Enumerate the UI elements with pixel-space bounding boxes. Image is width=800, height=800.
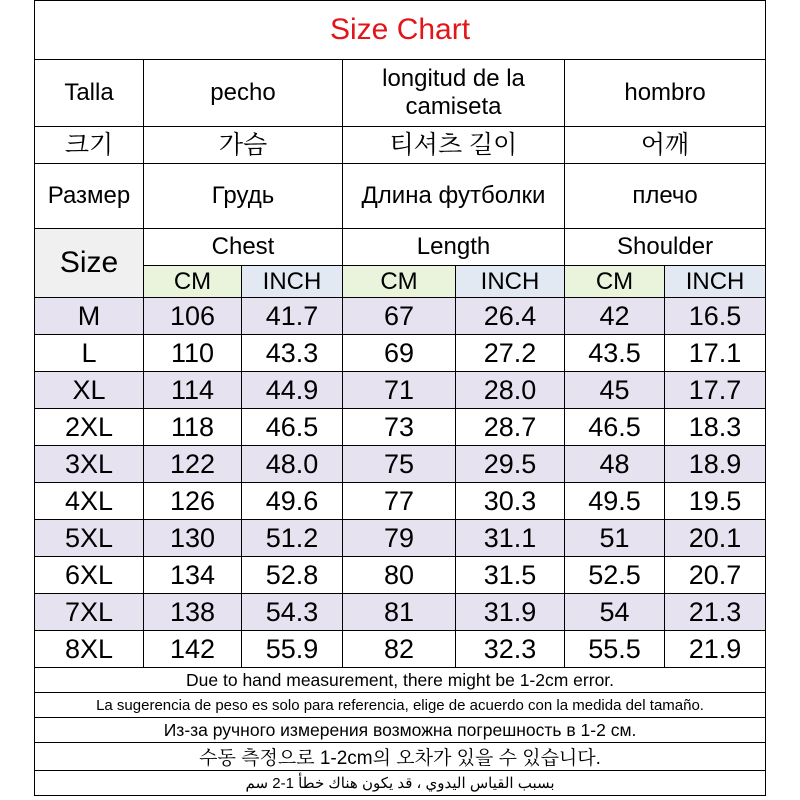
size-cell: 8XL bbox=[35, 631, 144, 668]
length-inch-cell: 28.0 bbox=[456, 372, 565, 409]
length-inch-cell: 30.3 bbox=[456, 483, 565, 520]
shoulder-cm-cell: 42 bbox=[565, 298, 665, 335]
size-chart-table bbox=[34, 0, 766, 796]
chest-inch-cell: 49.6 bbox=[242, 483, 343, 520]
table-row bbox=[35, 298, 766, 335]
shoulder-cm-cell: 52.5 bbox=[565, 557, 665, 594]
shoulder-inch-cell: 17.7 bbox=[665, 372, 766, 409]
shoulder-inch-cell: 19.5 bbox=[665, 483, 766, 520]
table-row bbox=[35, 631, 766, 668]
shoulder-cm-cell: 43.5 bbox=[565, 335, 665, 372]
shoulder-cm-cell: 45 bbox=[565, 372, 665, 409]
length-cm-cell: 82 bbox=[343, 631, 456, 668]
chest-cm-cell: 110 bbox=[144, 335, 242, 372]
chest-cm-cell: 142 bbox=[144, 631, 242, 668]
chest-cm-cell: 138 bbox=[144, 594, 242, 631]
size-cell: 2XL bbox=[35, 409, 144, 446]
note-text: Из-за ручного измерения возможна погрешность в 1-2 см. bbox=[35, 718, 766, 743]
size-cell: M bbox=[35, 298, 144, 335]
header-shoulder-ru: плечо bbox=[565, 164, 766, 229]
shoulder-inch-cell: 20.7 bbox=[665, 557, 766, 594]
length-cm-cell: 69 bbox=[343, 335, 456, 372]
group-header-row bbox=[35, 229, 766, 266]
size-cell: XL bbox=[35, 372, 144, 409]
chest-inch-cell: 46.5 bbox=[242, 409, 343, 446]
chest-cm-cell: 118 bbox=[144, 409, 242, 446]
chest-cm-cell: 130 bbox=[144, 520, 242, 557]
chart-title: Size Chart bbox=[35, 1, 766, 60]
shoulder-cm-cell: 48 bbox=[565, 446, 665, 483]
unit-header-row bbox=[35, 266, 766, 298]
size-cell: 7XL bbox=[35, 594, 144, 631]
chest-inch-cell: 43.3 bbox=[242, 335, 343, 372]
note-text: La sugerencia de peso es solo para referencia, elige de acuerdo con la medida del tamaño. bbox=[35, 693, 766, 718]
chest-inch-cell: 44.9 bbox=[242, 372, 343, 409]
length-inch-cell: 32.3 bbox=[456, 631, 565, 668]
table-row bbox=[35, 335, 766, 372]
length-inch-cell: 28.7 bbox=[456, 409, 565, 446]
unit-inch-chest: INCH bbox=[242, 266, 343, 298]
length-inch-cell: 27.2 bbox=[456, 335, 565, 372]
shoulder-inch-cell: 21.3 bbox=[665, 594, 766, 631]
unit-inch-length: INCH bbox=[456, 266, 565, 298]
length-inch-cell: 31.9 bbox=[456, 594, 565, 631]
length-inch-cell: 29.5 bbox=[456, 446, 565, 483]
size-cell: 3XL bbox=[35, 446, 144, 483]
header-size-ru: Размер bbox=[35, 164, 144, 229]
size-cell: 4XL bbox=[35, 483, 144, 520]
chest-cm-cell: 126 bbox=[144, 483, 242, 520]
header-chest-ru: Грудь bbox=[144, 164, 343, 229]
table-row bbox=[35, 372, 766, 409]
shoulder-inch-cell: 20.1 bbox=[665, 520, 766, 557]
note-text: بسبب القياس اليدوي ، قد يكون هناك خطأ 1-2 سم bbox=[35, 771, 766, 796]
size-column-header: Size bbox=[35, 229, 144, 298]
length-cm-cell: 73 bbox=[343, 409, 456, 446]
chest-cm-cell: 106 bbox=[144, 298, 242, 335]
shoulder-cm-cell: 51 bbox=[565, 520, 665, 557]
header-row-es bbox=[35, 60, 766, 127]
length-cm-cell: 80 bbox=[343, 557, 456, 594]
shoulder-cm-cell: 54 bbox=[565, 594, 665, 631]
length-inch-cell: 31.5 bbox=[456, 557, 565, 594]
header-chest-es: pecho bbox=[144, 60, 343, 127]
header-shoulder-ko: 어깨 bbox=[565, 127, 766, 164]
length-inch-cell: 26.4 bbox=[456, 298, 565, 335]
length-cm-cell: 79 bbox=[343, 520, 456, 557]
unit-cm-shoulder: CM bbox=[565, 266, 665, 298]
group-shoulder: Shoulder bbox=[565, 229, 766, 266]
table-row bbox=[35, 557, 766, 594]
table-row bbox=[35, 483, 766, 520]
chest-cm-cell: 114 bbox=[144, 372, 242, 409]
size-cell: L bbox=[35, 335, 144, 372]
note-text: Due to hand measurement, there might be 1-2cm error. bbox=[35, 668, 766, 693]
shoulder-inch-cell: 16.5 bbox=[665, 298, 766, 335]
header-row-ko bbox=[35, 127, 766, 164]
table-row bbox=[35, 446, 766, 483]
shoulder-cm-cell: 46.5 bbox=[565, 409, 665, 446]
shoulder-inch-cell: 18.9 bbox=[665, 446, 766, 483]
chest-cm-cell: 122 bbox=[144, 446, 242, 483]
length-inch-cell: 31.1 bbox=[456, 520, 565, 557]
chest-inch-cell: 55.9 bbox=[242, 631, 343, 668]
table-row bbox=[35, 520, 766, 557]
header-shoulder-es: hombro bbox=[565, 60, 766, 127]
size-cell: 5XL bbox=[35, 520, 144, 557]
note-row bbox=[35, 771, 766, 796]
length-cm-cell: 71 bbox=[343, 372, 456, 409]
header-length-es: longitud de la camiseta bbox=[343, 60, 565, 127]
header-row-ru bbox=[35, 164, 766, 229]
chest-cm-cell: 134 bbox=[144, 557, 242, 594]
chest-inch-cell: 54.3 bbox=[242, 594, 343, 631]
shoulder-inch-cell: 21.9 bbox=[665, 631, 766, 668]
header-size-ko: 크기 bbox=[35, 127, 144, 164]
shoulder-inch-cell: 18.3 bbox=[665, 409, 766, 446]
header-length-ko: 티셔츠 길이 bbox=[343, 127, 565, 164]
note-row bbox=[35, 693, 766, 718]
unit-cm-length: CM bbox=[343, 266, 456, 298]
table-row bbox=[35, 594, 766, 631]
group-length: Length bbox=[343, 229, 565, 266]
header-size-es: Talla bbox=[35, 60, 144, 127]
chest-inch-cell: 52.8 bbox=[242, 557, 343, 594]
length-cm-cell: 77 bbox=[343, 483, 456, 520]
note-row bbox=[35, 668, 766, 693]
note-row bbox=[35, 743, 766, 771]
unit-cm-chest: CM bbox=[144, 266, 242, 298]
length-cm-cell: 67 bbox=[343, 298, 456, 335]
chest-inch-cell: 41.7 bbox=[242, 298, 343, 335]
note-text: 수동 측정으로 1-2cm의 오차가 있을 수 있습니다. bbox=[35, 743, 766, 771]
table-row bbox=[35, 409, 766, 446]
header-length-ru: Длина футболки bbox=[343, 164, 565, 229]
length-cm-cell: 75 bbox=[343, 446, 456, 483]
header-chest-ko: 가슴 bbox=[144, 127, 343, 164]
size-chart bbox=[34, 0, 765, 800]
shoulder-cm-cell: 49.5 bbox=[565, 483, 665, 520]
shoulder-cm-cell: 55.5 bbox=[565, 631, 665, 668]
shoulder-inch-cell: 17.1 bbox=[665, 335, 766, 372]
group-chest: Chest bbox=[144, 229, 343, 266]
chest-inch-cell: 51.2 bbox=[242, 520, 343, 557]
length-cm-cell: 81 bbox=[343, 594, 456, 631]
unit-inch-shoulder: INCH bbox=[665, 266, 766, 298]
size-cell: 6XL bbox=[35, 557, 144, 594]
note-row bbox=[35, 718, 766, 743]
chest-inch-cell: 48.0 bbox=[242, 446, 343, 483]
